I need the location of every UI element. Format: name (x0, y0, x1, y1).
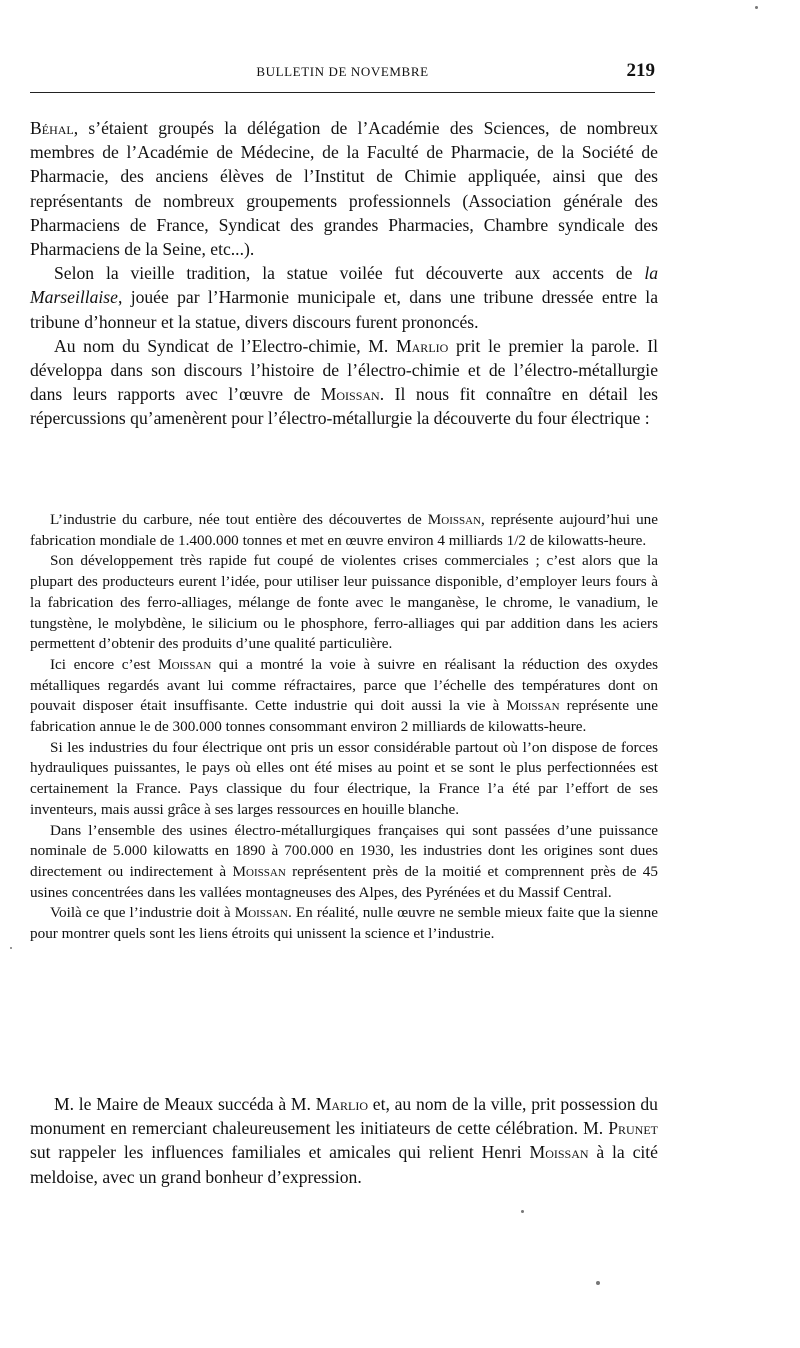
text-run: Dans l’ensemble des usines électro-métallurgiques françaises qui sont passées d’une puissance nominale de 5.000 kilowatts en 1890 à 700.000 en 1930, les industries dont les origines sont dues directement ou indirectement à (30, 821, 658, 880)
text-run: . En réalité, nulle œuvre ne semble mieux faite que la sienne pour montrer quels sont les liens étroits qui unissent la science et l’industrie. (30, 904, 658, 943)
text-run: représente une fabrication annue le de 300.000 tonnes consommant environ 2 milliards de kilowatts-heure. (30, 697, 658, 736)
page-number: 219 (626, 60, 655, 81)
page-header (30, 58, 655, 93)
quote-paragraph (30, 821, 658, 904)
body-text-top (30, 116, 658, 431)
author-name: Béhal (30, 118, 74, 138)
text-run: Son développement très rapide fut coupé de violentes crises commerciales ; c’est alors que la plupart des producteurs eurent l’idée, pour utiliser leur puissance disponible, d’employer leurs fours à la fabrication des ferro-alliages, mélange de fonte avec le manganèse, le chrome, le vanadium, le tungstène, le molybdène, le silicium ou le phosphore, ferro-alliages qui par addition dans les aciers permettent d’obtenir des produits d’une qualité particulière. (30, 552, 658, 653)
author-name: Moissan (232, 862, 286, 880)
author-name: Prunet (608, 1118, 658, 1139)
quote-paragraph (30, 510, 658, 551)
paragraph-closing (30, 1092, 658, 1189)
author-name: Moissan (427, 511, 481, 528)
author-name: Marlio (315, 1094, 369, 1114)
author-name: Moissan (158, 655, 212, 673)
text-run: prit le premier la parole. Il développa dans son discours l’histoire de l’électro-chimie et de l’électro-métallurgie dans leurs rapports avec l’œuvre de (30, 335, 658, 405)
text-run: et, au nom de la ville, prit possession du monument en remerciant chaleureusement les initiateurs de cette célébration. M. (30, 1094, 658, 1139)
text-run: Ici encore c’est (50, 655, 159, 673)
text-run: représentent près de la moitié et comprennent près de 45 usines concentrées dans les vallées montagneuses des Alpes, des Pyrénées et du Massif Central. (30, 862, 658, 901)
text-run: sut rappeler les influences familiales et amicales qui relient Henri (30, 1142, 530, 1163)
text-run: Voilà ce que l’industrie doit à (50, 904, 235, 922)
text-run: , représente aujourd’hui une fabrication mondiale de 1.400.000 tonnes et met en œuvre environ 4 milliards 1/2 de kilowatts-heure. (30, 511, 658, 549)
ink-speck (10, 947, 12, 949)
text-run: M. le Maire de Meaux succéda à M. (54, 1094, 316, 1114)
author-name: Marlio (396, 335, 449, 356)
quote-paragraph (30, 551, 658, 655)
ink-speck (521, 1210, 524, 1213)
text-run: Selon la vieille tradition, la statue voilée fut découverte aux accents de (54, 263, 645, 284)
paragraph-marlio-speech (30, 334, 658, 431)
paragraph-unveiling (30, 261, 658, 334)
body-text-closing (30, 1092, 658, 1189)
text-run: Si les industries du four électrique ont pris un essor considérable partout où l’on dispose de forces hydrauliques puissantes, le pays où elles ont été mises au point et se sont le plus perfectionnées est certainement la France. Pays classique du four électrique, la France l’a été par l’effort de ses inventeurs, mais aussi grâce à ses larges ressources en houille blanche. (30, 738, 658, 818)
text-run: , s’étaient groupés la délégation de l’Académie des Sciences, de nombreux membres de l’Académie de Médecine, de la Faculté de Pharmacie, de la Société de Pharmacie, des anciens élèves de l’Institut de Chimie appliquée, ainsi que des représentants de nombreux groupements professionnels (Association générale des Pharmaciens de France, Syndicat des grandes Pharmacies, Chambre syndicale des Pharmaciens de la Seine, etc...). (30, 118, 658, 260)
author-name: Moissan (529, 1142, 589, 1163)
text-run: à la cité meldoise, avec un grand bonheur d’expression. (30, 1142, 658, 1187)
author-name: Moissan (234, 904, 288, 922)
ink-speck (755, 6, 758, 9)
text-run: L’industrie du carbure, née tout entière des découvertes de (50, 511, 428, 528)
text-run: , jouée par l’Harmonie municipale et, dans une tribune dressée entre la tribune d’honneur et la statue, divers discours furent prononcés. (30, 287, 658, 332)
quote-paragraph (30, 655, 658, 738)
italic-title: la Marseillaise (30, 263, 658, 308)
author-name: Moissan (320, 384, 380, 405)
quoted-speech (30, 510, 658, 945)
author-name: Moissan (506, 697, 560, 715)
text-run: Au nom du Syndicat de l’Electro-chimie, M. (54, 335, 396, 356)
quote-paragraph (30, 903, 658, 944)
text-run: qui a montré la voie à suivre en réalisant la réduction des oxydes métalliques regardés avant lui comme réfractaires, parce que l’échelle des températures dont on pouvait disposer était insuffisante. Cette industrie qui doit aussi la vie à (30, 655, 659, 715)
text-run: . Il nous fit connaître en détail les répercussions qu’amenèrent pour l’électro-métallurgie la découverte du four électrique : (30, 384, 658, 429)
quote-paragraph (30, 738, 658, 821)
ink-speck (596, 1281, 600, 1285)
paragraph-attendees (30, 116, 658, 261)
running-head: BULLETIN DE NOVEMBRE (256, 64, 429, 79)
